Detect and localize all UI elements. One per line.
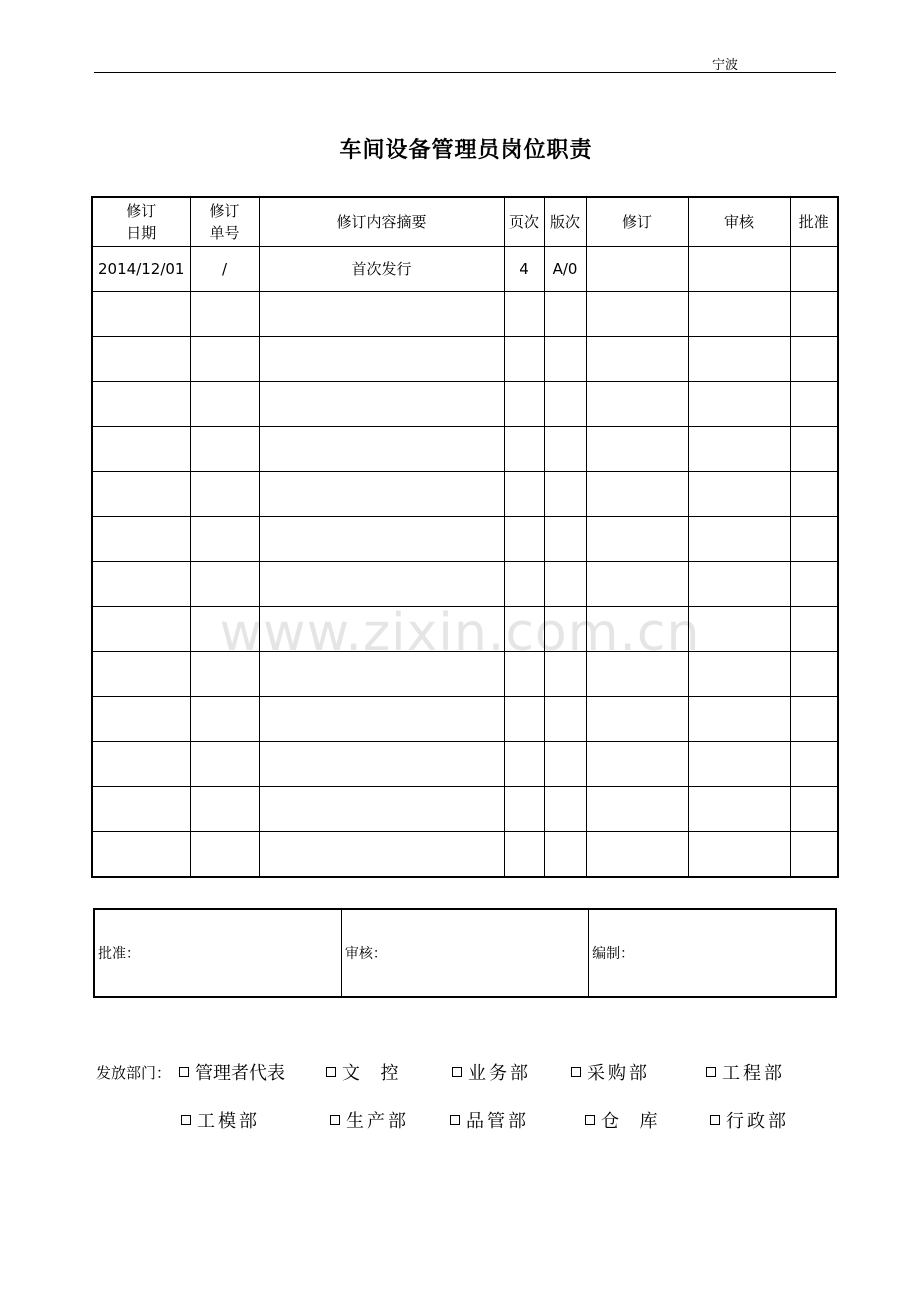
cell-version — [544, 832, 586, 878]
cell-revised-by — [586, 472, 688, 517]
cell-reviewed-by — [688, 562, 790, 607]
cell-summary — [259, 787, 504, 832]
cell-revised-by — [586, 517, 688, 562]
cell-summary: 首次发行 — [259, 247, 504, 292]
cell-summary — [259, 832, 504, 878]
cell-approved-by — [790, 742, 838, 787]
cell-reviewed-by — [688, 292, 790, 337]
cell-revised-by — [586, 382, 688, 427]
cell-summary — [259, 427, 504, 472]
header-revision-summary: 修订内容摘要 — [259, 197, 504, 247]
cell-approved-by — [790, 562, 838, 607]
cell-approved-by — [790, 337, 838, 382]
watermark: www.zixin.com.cn — [219, 603, 701, 663]
cell-number — [190, 562, 259, 607]
cell-number — [190, 292, 259, 337]
cell-approved-by — [790, 697, 838, 742]
cell-page — [504, 382, 544, 427]
cell-number — [190, 472, 259, 517]
cell-summary — [259, 382, 504, 427]
cell-summary — [259, 517, 504, 562]
cell-reviewed-by — [688, 382, 790, 427]
cell-revised-by — [586, 292, 688, 337]
table-row — [92, 517, 838, 562]
cell-revised-by — [586, 247, 688, 292]
dist-item-quality[interactable]: 品管部 — [450, 1107, 529, 1133]
cell-page — [504, 472, 544, 517]
dist-item-business[interactable]: 业务部 — [452, 1059, 531, 1085]
table-row — [92, 247, 838, 292]
distribution-label: 发放部门： — [96, 1064, 172, 1082]
cell-date — [92, 427, 190, 472]
cell-number — [190, 337, 259, 382]
cell-page — [504, 562, 544, 607]
cell-reviewed-by — [688, 742, 790, 787]
cell-version — [544, 292, 586, 337]
cell-date — [92, 517, 190, 562]
header-reviewed-by: 审核 — [688, 197, 790, 247]
header-page: 页次 — [504, 197, 544, 247]
dist-item-administration[interactable]: 行政部 — [710, 1107, 789, 1133]
cell-page — [504, 832, 544, 878]
cell-summary — [259, 472, 504, 517]
checkbox-icon[interactable] — [330, 1115, 340, 1125]
cell-page — [504, 292, 544, 337]
cell-date — [92, 292, 190, 337]
table-row — [92, 562, 838, 607]
cell-reviewed-by — [688, 472, 790, 517]
cell-page — [504, 337, 544, 382]
cell-approved-by — [790, 292, 838, 337]
cell-version: A/0 — [544, 247, 586, 292]
dist-item-production[interactable]: 生产部 — [330, 1107, 409, 1133]
cell-summary — [259, 562, 504, 607]
cell-date — [92, 382, 190, 427]
header-revised-by: 修订 — [586, 197, 688, 247]
cell-date — [92, 742, 190, 787]
cell-approved-by — [790, 832, 838, 878]
cell-date — [92, 562, 190, 607]
table-row — [92, 472, 838, 517]
cell-approved-by — [790, 382, 838, 427]
cell-approved-by — [790, 472, 838, 517]
header-rule — [94, 72, 836, 73]
cell-revised-by — [586, 832, 688, 878]
signature-row — [94, 909, 836, 997]
cell-approved-by — [790, 247, 838, 292]
cell-approved-by — [790, 427, 838, 472]
cell-version — [544, 517, 586, 562]
cell-page — [504, 427, 544, 472]
checkbox-icon[interactable] — [452, 1067, 462, 1077]
review-field: 审核： — [341, 909, 588, 997]
dist-item-tooling[interactable]: 工模部 — [181, 1107, 260, 1133]
approve-field: 批准： — [94, 909, 341, 997]
dist-item-warehouse[interactable]: 仓 库 — [585, 1107, 660, 1133]
cell-date: 2014/12/01 — [92, 247, 190, 292]
cell-date — [92, 697, 190, 742]
cell-number — [190, 742, 259, 787]
checkbox-icon[interactable] — [585, 1115, 595, 1125]
cell-version — [544, 787, 586, 832]
signature-table — [93, 908, 837, 998]
cell-number: / — [190, 247, 259, 292]
table-row — [92, 427, 838, 472]
cell-page — [504, 742, 544, 787]
cell-number — [190, 382, 259, 427]
dist-item-management-rep[interactable]: 管理者代表 — [179, 1059, 285, 1085]
checkbox-icon[interactable] — [181, 1115, 191, 1125]
header-revision-number: 修订 单号 — [190, 197, 259, 247]
dist-item-document-control[interactable]: 文 控 — [326, 1059, 401, 1085]
cell-number — [190, 517, 259, 562]
cell-date — [92, 337, 190, 382]
cell-reviewed-by — [688, 832, 790, 878]
cell-number — [190, 427, 259, 472]
cell-page — [504, 517, 544, 562]
dist-item-purchasing[interactable]: 采购部 — [571, 1059, 650, 1085]
revision-table-header — [92, 197, 838, 247]
cell-number — [190, 787, 259, 832]
table-row — [92, 697, 838, 742]
cell-summary — [259, 292, 504, 337]
table-row — [92, 382, 838, 427]
cell-page: 4 — [504, 247, 544, 292]
cell-date — [92, 787, 190, 832]
cell-page — [504, 787, 544, 832]
cell-summary — [259, 337, 504, 382]
cell-reviewed-by — [688, 697, 790, 742]
cell-version — [544, 337, 586, 382]
table-row — [92, 292, 838, 337]
cell-revised-by — [586, 562, 688, 607]
checkbox-icon[interactable] — [706, 1067, 716, 1077]
table-row — [92, 337, 838, 382]
cell-number — [190, 832, 259, 878]
cell-version — [544, 562, 586, 607]
cell-revised-by — [586, 337, 688, 382]
cell-date — [92, 472, 190, 517]
cell-revised-by — [586, 787, 688, 832]
cell-revised-by — [586, 427, 688, 472]
cell-date — [92, 832, 190, 878]
table-row — [92, 742, 838, 787]
cell-approved-by — [790, 517, 838, 562]
cell-reviewed-by — [688, 787, 790, 832]
table-row — [92, 787, 838, 832]
cell-version — [544, 472, 586, 517]
checkbox-icon[interactable] — [179, 1067, 189, 1077]
header-approved-by: 批准 — [790, 197, 838, 247]
cell-number — [190, 697, 259, 742]
checkbox-icon[interactable] — [710, 1115, 720, 1125]
document-title: 车间设备管理员岗位职责 — [339, 138, 593, 163]
cell-page — [504, 697, 544, 742]
cell-version — [544, 382, 586, 427]
header-version: 版次 — [544, 197, 586, 247]
revision-table — [91, 196, 839, 878]
checkbox-icon[interactable] — [571, 1067, 581, 1077]
cell-version — [544, 697, 586, 742]
cell-reviewed-by — [688, 337, 790, 382]
cell-reviewed-by — [688, 517, 790, 562]
cell-reviewed-by — [688, 427, 790, 472]
header-revision-date: 修订 日期 — [92, 197, 190, 247]
cell-approved-by — [790, 787, 838, 832]
checkbox-icon[interactable] — [326, 1067, 336, 1077]
cell-revised-by — [586, 742, 688, 787]
dist-item-engineering[interactable]: 工程部 — [706, 1059, 785, 1085]
cell-summary — [259, 742, 504, 787]
checkbox-icon[interactable] — [450, 1115, 460, 1125]
table-row — [92, 832, 838, 878]
header-company: 宁波 — [712, 58, 739, 73]
cell-reviewed-by — [688, 247, 790, 292]
cell-revised-by — [586, 697, 688, 742]
cell-summary — [259, 697, 504, 742]
cell-version — [544, 742, 586, 787]
cell-version — [544, 427, 586, 472]
prepare-field: 编制： — [589, 909, 836, 997]
